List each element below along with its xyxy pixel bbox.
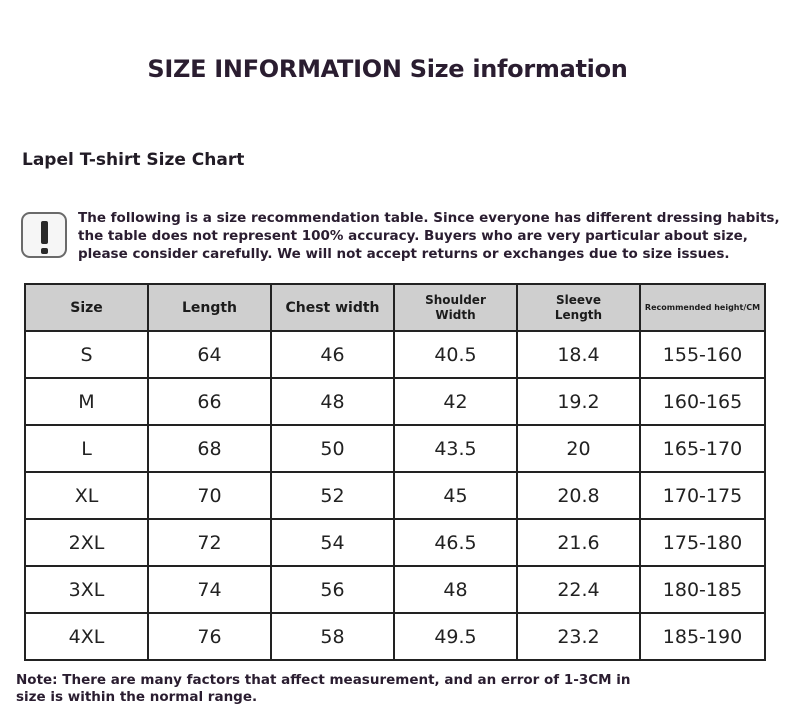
chart-subtitle: Lapel T-shirt Size Chart xyxy=(22,150,245,170)
table-row xyxy=(25,331,765,378)
header-sleeve-length-label: Sleeve Length xyxy=(554,292,603,322)
cell-shoulder-width: 49.5 xyxy=(394,613,517,660)
cell-size: S xyxy=(25,331,148,378)
cell-chest-width: 48 xyxy=(271,378,394,425)
cell-length: 74 xyxy=(148,566,271,613)
cell-sleeve-length: 20.8 xyxy=(517,472,640,519)
table-header-row xyxy=(25,284,765,331)
cell-chest-width: 50 xyxy=(271,425,394,472)
header-shoulder-width xyxy=(394,284,517,331)
cell-chest-width: 52 xyxy=(271,472,394,519)
header-length: Length xyxy=(148,284,271,331)
cell-shoulder-width: 48 xyxy=(394,566,517,613)
cell-recommended-height: 175-180 xyxy=(640,519,765,566)
cell-length: 68 xyxy=(148,425,271,472)
size-table xyxy=(24,283,766,661)
table-row xyxy=(25,425,765,472)
cell-size: 2XL xyxy=(25,519,148,566)
page-title: SIZE INFORMATION Size information xyxy=(147,55,628,83)
cell-sleeve-length: 18.4 xyxy=(517,331,640,378)
cell-sleeve-length: 20 xyxy=(517,425,640,472)
header-shoulder-width-label: Shoulder Width xyxy=(425,292,486,322)
cell-shoulder-width: 43.5 xyxy=(394,425,517,472)
header-chest-width: Chest width xyxy=(271,284,394,331)
cell-chest-width: 58 xyxy=(271,613,394,660)
cell-size: 4XL xyxy=(25,613,148,660)
cell-sleeve-length: 19.2 xyxy=(517,378,640,425)
header-size: Size xyxy=(25,284,148,331)
cell-shoulder-width: 45 xyxy=(394,472,517,519)
table-row xyxy=(25,378,765,425)
cell-length: 76 xyxy=(148,613,271,660)
cell-size: L xyxy=(25,425,148,472)
cell-recommended-height: 185-190 xyxy=(640,613,765,660)
cell-shoulder-width: 40.5 xyxy=(394,331,517,378)
table-row xyxy=(25,472,765,519)
table-body xyxy=(25,331,765,660)
exclamation-dot xyxy=(41,248,48,254)
cell-size: 3XL xyxy=(25,566,148,613)
cell-sleeve-length: 21.6 xyxy=(517,519,640,566)
cell-size: XL xyxy=(25,472,148,519)
header-sleeve-length xyxy=(517,284,640,331)
measurement-note: Note: There are many factors that affect measurement, and an error of 1-3CM in size is within the normal range. xyxy=(16,672,631,705)
cell-chest-width: 46 xyxy=(271,331,394,378)
cell-length: 64 xyxy=(148,331,271,378)
exclamation-bar xyxy=(41,221,48,244)
cell-sleeve-length: 23.2 xyxy=(517,613,640,660)
cell-chest-width: 54 xyxy=(271,519,394,566)
cell-length: 70 xyxy=(148,472,271,519)
cell-shoulder-width: 42 xyxy=(394,378,517,425)
header-recommended-height: Recommended height/CM xyxy=(640,284,765,331)
notice-text: The following is a size recommendation table. Since everyone has different dressing habits, the table does not represent 100% accuracy. Buyers who are very particular about size, please consider carefully. We will not accept returns or exchanges due to size issues. xyxy=(78,210,780,262)
exclamation-icon xyxy=(21,212,67,258)
table-row xyxy=(25,519,765,566)
cell-recommended-height: 160-165 xyxy=(640,378,765,425)
table-row xyxy=(25,613,765,660)
cell-recommended-height: 170-175 xyxy=(640,472,765,519)
cell-recommended-height: 165-170 xyxy=(640,425,765,472)
cell-recommended-height: 155-160 xyxy=(640,331,765,378)
table-row xyxy=(25,566,765,613)
cell-size: M xyxy=(25,378,148,425)
cell-chest-width: 56 xyxy=(271,566,394,613)
cell-sleeve-length: 22.4 xyxy=(517,566,640,613)
cell-shoulder-width: 46.5 xyxy=(394,519,517,566)
cell-length: 72 xyxy=(148,519,271,566)
cell-length: 66 xyxy=(148,378,271,425)
cell-recommended-height: 180-185 xyxy=(640,566,765,613)
